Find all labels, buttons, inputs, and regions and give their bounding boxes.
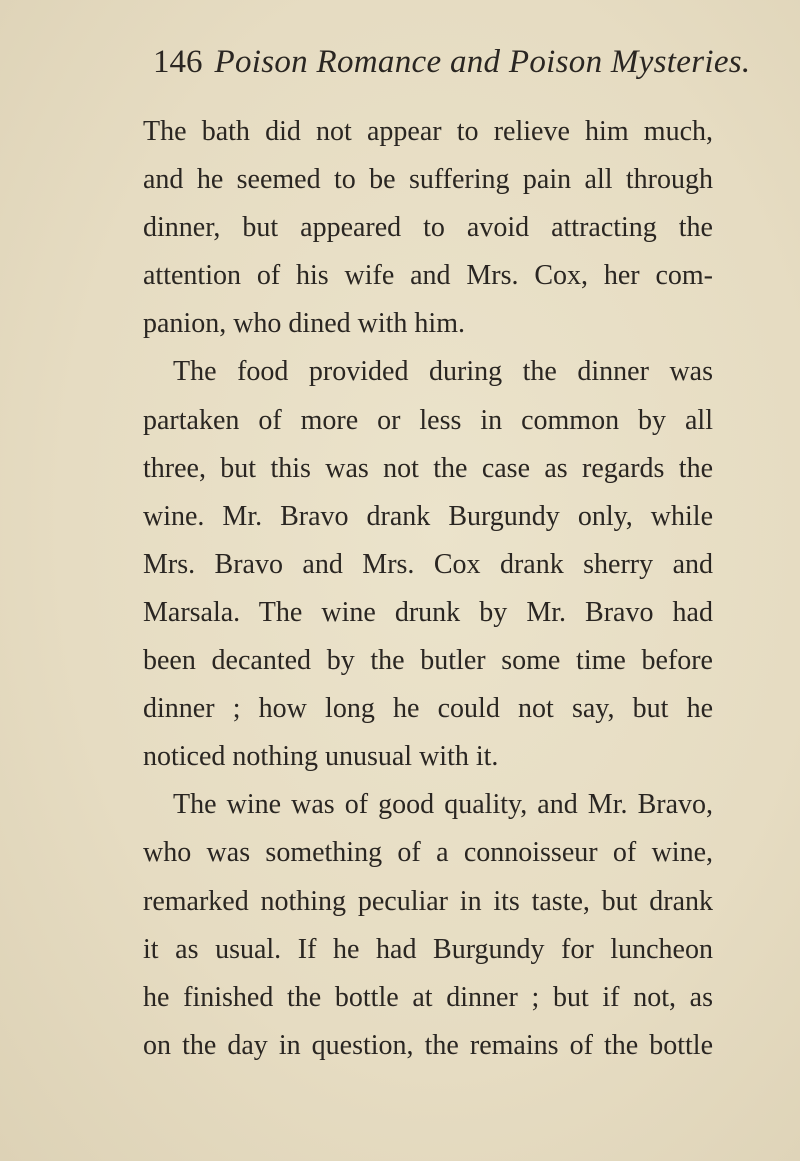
text-line: it as usual. If he had Burgundy for luncheon bbox=[143, 933, 713, 965]
text-line: partaken of more or less in common by all bbox=[143, 404, 713, 436]
text-line: wine. Mr. Bravo drank Burgundy only, while bbox=[143, 500, 713, 532]
text-line: he finished the bottle at dinner ; but if not, as bbox=[143, 981, 713, 1013]
running-head bbox=[153, 42, 750, 82]
body-text bbox=[143, 108, 713, 1070]
text-line: dinner, but appeared to avoid attracting the bbox=[143, 212, 713, 244]
text-line: three, but this was not the case as regards the bbox=[143, 452, 713, 484]
page-number: 146 bbox=[153, 44, 203, 80]
text-line: dinner ; how long he could not say, but he bbox=[143, 693, 713, 725]
running-head-title: Poison Romance and Poison Mysteries. bbox=[214, 44, 751, 80]
text-line: who was something of a connoisseur of wine, bbox=[143, 837, 713, 869]
text-line: and he seemed to be suffering pain all through bbox=[143, 164, 713, 196]
text-line: The food provided during the dinner was bbox=[173, 356, 713, 388]
text-line: on the day in question, the remains of the bottle bbox=[143, 1029, 713, 1061]
text-line: remarked nothing peculiar in its taste, but drank bbox=[143, 885, 713, 917]
text-line: Mrs. Bravo and Mrs. Cox drank sherry and bbox=[143, 548, 713, 580]
text-line: The wine was of good quality, and Mr. Bravo, bbox=[173, 789, 713, 821]
text-line: The bath did not appear to relieve him much, bbox=[143, 116, 713, 147]
text-line: attention of his wife and Mrs. Cox, her com- bbox=[143, 260, 713, 292]
text-line: panion, who dined with him. bbox=[143, 308, 465, 340]
text-line: been decanted by the butler some time before bbox=[143, 645, 713, 677]
text-line: Marsala. The wine drunk by Mr. Bravo had bbox=[143, 596, 713, 628]
text-line: noticed nothing unusual with it. bbox=[143, 741, 499, 773]
